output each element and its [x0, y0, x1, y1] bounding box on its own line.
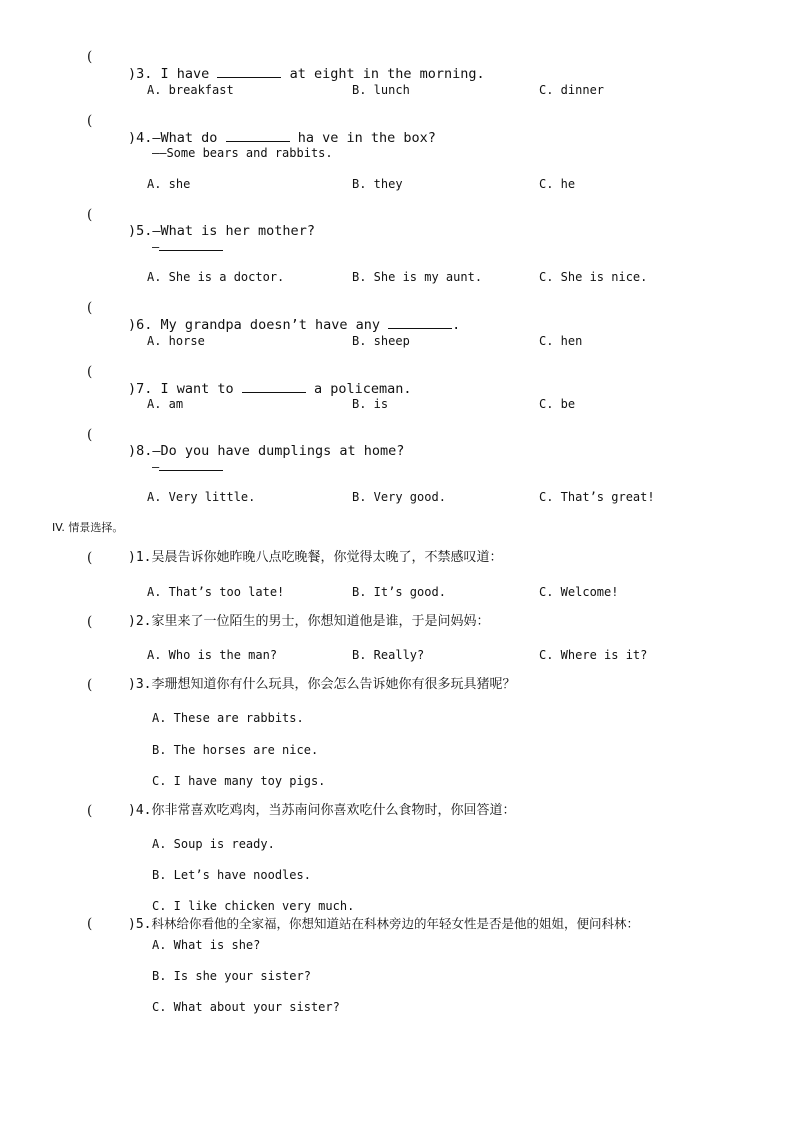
situation-2 — [128, 614, 490, 630]
question-5 — [128, 207, 315, 239]
question-text: —Do you have dumplings at home? — [152, 443, 405, 459]
question-number: )4. — [128, 803, 152, 818]
option-c[interactable]: C. I have many toy pigs. — [152, 774, 326, 788]
answer-blank[interactable] — [388, 316, 452, 329]
dialogue-answer: ——Some bears and rabbits. — [152, 146, 333, 160]
option-b[interactable]: B. Let’s have noodles. — [152, 868, 311, 882]
option-b[interactable]: B. Very good. — [352, 490, 446, 504]
answer-paren[interactable]: ( — [87, 916, 93, 932]
situation-1 — [128, 550, 503, 566]
option-b[interactable]: B. sheep — [352, 334, 410, 348]
answer-paren[interactable]: ( — [87, 614, 93, 630]
question-4 — [128, 113, 436, 146]
answer-blank[interactable] — [242, 380, 306, 393]
question-number: )2. — [128, 614, 152, 629]
option-c[interactable]: C. be — [539, 397, 576, 411]
question-number: )1. — [128, 550, 152, 565]
option-b[interactable]: B. Is she your sister? — [152, 969, 311, 983]
question-text: I want to — [160, 381, 234, 397]
option-b[interactable]: B. lunch — [352, 83, 410, 97]
answer-paren[interactable]: ( — [87, 300, 93, 316]
question-stem: 李珊想知道你有什么玩具，你会怎么告诉她你有很多玩具猪呢？ — [151, 677, 516, 692]
question-3 — [128, 49, 485, 82]
answer-paren[interactable]: ( — [87, 207, 93, 223]
option-b[interactable]: B. It’s good. — [352, 585, 446, 599]
option-c[interactable]: C. She is nice. — [539, 270, 648, 284]
question-text: —What do — [152, 130, 218, 146]
option-a[interactable]: A. These are rabbits. — [152, 711, 304, 725]
question-number: )6. — [128, 317, 153, 333]
option-a[interactable]: A. She is a doctor. — [147, 270, 285, 284]
question-text: at eight in the morning. — [289, 66, 485, 82]
situation-5 — [128, 916, 639, 933]
option-c[interactable]: C. hen — [539, 334, 583, 348]
answer-blank[interactable] — [159, 238, 223, 251]
option-c[interactable]: C. dinner — [539, 83, 605, 97]
question-number: )3. — [128, 66, 153, 82]
question-stem: 吴晨告诉你她昨晚八点吃晚餐，你觉得太晚了，不禁感叹道： — [151, 550, 503, 565]
option-c[interactable]: C. Where is it? — [539, 648, 648, 662]
question-stem: 你非常喜欢吃鸡肉，当苏南问你喜欢吃什么食物时，你回答道： — [151, 803, 516, 818]
question-text: —What is her mother? — [152, 223, 315, 239]
question-text: . — [452, 317, 461, 333]
question-number: )4. — [128, 130, 153, 146]
option-a[interactable]: A. What is she? — [152, 938, 261, 952]
question-text: ha ve in the box? — [297, 130, 436, 146]
option-b[interactable]: B. they — [352, 177, 403, 191]
option-b[interactable]: B. She is my aunt. — [352, 270, 483, 284]
option-a[interactable]: A. Very little. — [147, 490, 256, 504]
question-8 — [128, 427, 404, 459]
question-text: I have — [160, 66, 210, 82]
dialogue-answer: — — [152, 238, 223, 255]
answer-paren[interactable]: ( — [87, 427, 93, 443]
option-c[interactable]: C. Welcome! — [539, 585, 619, 599]
situation-4 — [128, 803, 516, 819]
question-number: )7. — [128, 381, 153, 397]
question-6 — [128, 300, 460, 333]
answer-blank[interactable] — [226, 129, 290, 142]
question-text: My grandpa doesn’t have any — [160, 317, 380, 333]
situation-3 — [128, 677, 516, 693]
question-number: )5. — [128, 223, 153, 239]
answer-paren[interactable]: ( — [87, 550, 93, 566]
answer-blank[interactable] — [217, 65, 281, 78]
option-a[interactable]: A. horse — [147, 334, 205, 348]
answer-paren[interactable]: ( — [87, 677, 93, 693]
option-a[interactable]: A. That’s too late! — [147, 585, 285, 599]
answer-paren[interactable]: ( — [87, 364, 93, 380]
option-c[interactable]: C. he — [539, 177, 576, 191]
section-title: IV. 情景选择。 — [52, 521, 124, 534]
option-b[interactable]: B. is — [352, 397, 389, 411]
option-b[interactable]: B. The horses are nice. — [152, 743, 319, 757]
question-7 — [128, 364, 412, 397]
dialogue-answer: — — [152, 458, 223, 475]
question-number: )5. — [128, 917, 152, 932]
answer-paren[interactable]: ( — [87, 803, 93, 819]
option-c[interactable]: C. What about your sister? — [152, 1000, 340, 1014]
question-number: )3. — [128, 677, 152, 692]
option-c[interactable]: C. I like chicken very much. — [152, 899, 355, 913]
answer-blank[interactable] — [159, 458, 223, 471]
option-a[interactable]: A. she — [147, 177, 191, 191]
option-b[interactable]: B. Really? — [352, 648, 425, 662]
answer-paren[interactable]: ( — [87, 49, 93, 65]
option-c[interactable]: C. That’s great! — [539, 490, 655, 504]
question-text: a policeman. — [313, 381, 412, 397]
option-a[interactable]: A. Who is the man? — [147, 648, 278, 662]
answer-paren[interactable]: ( — [87, 113, 93, 129]
option-a[interactable]: A. Soup is ready. — [152, 837, 275, 851]
option-a[interactable]: A. am — [147, 397, 184, 411]
question-number: )8. — [128, 443, 153, 459]
question-stem: 家里来了一位陌生的男士，你想知道他是谁，于是问妈妈： — [151, 614, 490, 629]
question-stem: 科林给你看他的全家福，你想知道站在科林旁边的年轻女性是否是他的姐姐，便问科林： — [151, 916, 639, 931]
option-a[interactable]: A. breakfast — [147, 83, 234, 97]
